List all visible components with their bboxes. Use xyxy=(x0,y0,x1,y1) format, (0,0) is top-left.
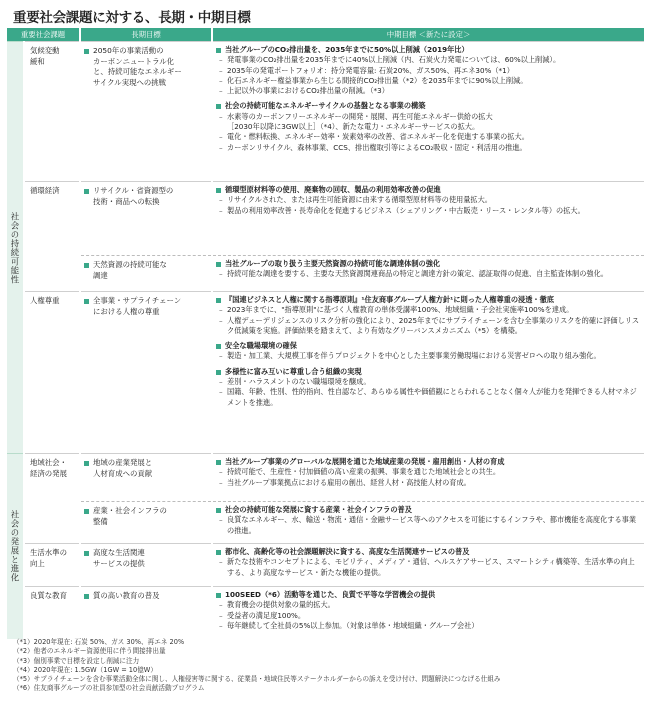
theme-cell xyxy=(24,454,80,544)
long-term-cell xyxy=(80,454,212,502)
mid-term-heading xyxy=(216,547,640,557)
mid-term-cell xyxy=(212,454,644,502)
mid-term-heading-text: 社会の持続可能な発展に資する産業・社会インフラの普及 xyxy=(225,505,412,514)
category-cell xyxy=(7,42,24,454)
square-bullet-icon xyxy=(216,104,221,109)
mid-term-bullet-list xyxy=(216,112,640,153)
long-term-text: リサイクル・省資源型の 技術・商品への転換 xyxy=(93,186,174,206)
long-term-text: 天然資源の持続可能な 調達 xyxy=(93,260,167,280)
mid-term-heading xyxy=(216,457,640,467)
mid-term-bullet: – 受益者の満足度100%。 xyxy=(227,611,640,621)
long-term-text: 質の高い教育の普及 xyxy=(93,591,160,600)
square-bullet-icon xyxy=(216,262,221,267)
category-cell xyxy=(7,454,24,639)
mid-term-bullet-list xyxy=(216,515,640,536)
long-term-text: 全事業・サプライチェーン における人権の尊重 xyxy=(93,296,182,316)
mid-term-bullet-list xyxy=(216,377,640,408)
mid-term-bullet-list xyxy=(216,195,640,216)
theme-label: 人権尊重 xyxy=(30,296,60,305)
square-bullet-icon xyxy=(84,594,89,599)
long-term-goal xyxy=(84,506,208,527)
page-title: 重要社会課題に対する、長期・中期目標 xyxy=(13,10,251,26)
mid-term-heading xyxy=(216,341,640,351)
mid-term-heading-text: 当社グループのCO₂排出量を、2035年までに50%以上削減（2019年比） xyxy=(225,45,469,54)
square-bullet-icon xyxy=(84,461,89,466)
long-term-goal xyxy=(84,260,208,281)
footnote: （*3）個別事業で目標を設定し削減に注力 xyxy=(13,656,140,665)
mid-term-heading xyxy=(216,185,640,195)
mid-term-cell xyxy=(212,544,644,587)
theme-cell xyxy=(24,42,80,182)
footnote: （*1）2020年現在: 石炭 50%、ガス 30%、再エネ 20% xyxy=(13,638,185,646)
mid-term-bullet: – 国籍、年齢、性別、性的指向、性自認など、あらゆる属性や価値観にとらわれることなく個々人が能力を発揮できる人材マネジメントを推進。 xyxy=(227,387,640,408)
mid-term-goal xyxy=(216,101,640,152)
square-bullet-icon xyxy=(216,298,221,303)
mid-term-goal xyxy=(216,341,640,362)
category-label: 社会の発展と進化 xyxy=(10,510,20,583)
table-row xyxy=(7,502,644,544)
square-bullet-icon xyxy=(84,551,89,556)
theme-label: 生活水準の 向上 xyxy=(30,548,67,568)
theme-label: 良質な教育 xyxy=(30,591,67,600)
long-term-cell xyxy=(80,256,212,292)
mid-term-heading-text: 当社グループの取り扱う主要天然資源の持続可能な調達体制の強化 xyxy=(225,259,441,268)
mid-term-cell xyxy=(212,182,644,256)
mid-term-bullet-list xyxy=(216,467,640,488)
long-term-goal xyxy=(84,296,208,317)
mid-term-goal xyxy=(216,590,640,631)
long-term-goal xyxy=(84,186,208,207)
mid-term-bullet: – 水素等のカーボンフリーエネルギーの開発・展開、再生可能エネルギー供給の拡大 ［2030年以降に3GW以上］（*4）、新たな電力・エネルギーサービスの拡大。 xyxy=(227,112,640,133)
table-row xyxy=(7,182,644,256)
mid-term-bullet-list xyxy=(216,269,640,279)
footnote: （*4）2020年現在: 1.5GW（1GW = 10億W） xyxy=(13,665,157,674)
footnote: （*2）他者のエネルギー資源使用に伴う間接排出量 xyxy=(13,647,166,656)
mid-term-heading xyxy=(216,590,640,600)
table-row xyxy=(7,292,644,454)
table-row xyxy=(7,454,644,502)
mid-term-cell xyxy=(212,256,644,292)
mid-term-bullet: – 2023年までに、"指導原則"に基づく人権教育の単体受講率100%、地域組織・子会社実施率100%を達成。 xyxy=(227,305,640,315)
square-bullet-icon xyxy=(216,508,221,513)
mid-term-bullet-list xyxy=(216,600,640,631)
header-mid-term: 中期目標 ＜新たに設定＞ xyxy=(212,28,644,42)
square-bullet-icon xyxy=(216,48,221,53)
long-term-goal xyxy=(84,46,208,88)
mid-term-heading-text: 当社グループ事業のグローバルな展開を通じた地域産業の発展・雇用創出・人材の育成 xyxy=(225,457,505,466)
mid-term-bullet: – 人権デューデリジェンスのリスク分析の強化により、2025年までにサプライチェーンを含む全事業のリスクを的確に評価しリスク低減策を実施。評価結果を踏まえて、より有効なグリーバンスメカニズム（*5）を構築。 xyxy=(227,316,640,337)
mid-term-goal xyxy=(216,367,640,408)
square-bullet-icon xyxy=(84,263,89,268)
mid-term-goal xyxy=(216,505,640,536)
mid-term-cell xyxy=(212,587,644,639)
mid-term-heading xyxy=(216,367,640,377)
mid-term-bullet: – 上記以外の事業におけるCO₂排出量の削減。（*3） xyxy=(227,86,640,96)
long-term-cell xyxy=(80,42,212,182)
mid-term-goal xyxy=(216,45,640,96)
mid-term-bullet-list xyxy=(216,305,640,336)
long-term-cell xyxy=(80,292,212,454)
header-long-term: 長期目標 xyxy=(80,28,212,42)
table-row xyxy=(7,544,644,587)
category-label: 社会の持続可能性 xyxy=(10,211,20,284)
mid-term-heading xyxy=(216,101,640,111)
mid-term-heading-text: 安全な職場環境の確保 xyxy=(225,341,297,351)
long-term-cell xyxy=(80,587,212,639)
mid-term-bullet: – 毎年継続して全社員の5%以上参加。（対象は単体・地域組織・グループ会社） xyxy=(227,621,640,631)
square-bullet-icon xyxy=(216,188,221,193)
long-term-text: 地域の産業発展と 人材育成への貢献 xyxy=(93,458,153,478)
long-term-goal xyxy=(84,591,208,602)
long-term-cell xyxy=(80,502,212,544)
theme-label: 気候変動 緩和 xyxy=(30,46,60,66)
table-row xyxy=(7,256,644,292)
long-term-goal xyxy=(84,548,208,569)
table-row xyxy=(7,587,644,639)
square-bullet-icon xyxy=(84,49,89,54)
mid-term-cell xyxy=(212,292,644,454)
table-row xyxy=(7,42,644,182)
mid-term-heading xyxy=(216,259,640,269)
mid-term-goal xyxy=(216,457,640,488)
mid-term-bullet: – 持続可能な調達を要する、主要な天然資源関連商品の特定と調達方針の策定、認証取得の促進、自主監査体制の強化。 xyxy=(227,269,640,279)
mid-term-bullet: – 製品の利用効率改善・長寿命化を促進するビジネス（シェアリング・中古販売・リース・レンタル等）の拡大。 xyxy=(227,206,640,216)
theme-cell xyxy=(24,587,80,639)
mid-term-heading-text: 社会の持続可能なエネルギーサイクルの基盤となる事業の構築 xyxy=(225,101,426,111)
square-bullet-icon xyxy=(84,509,89,514)
mid-term-bullet-list xyxy=(216,557,640,578)
mid-term-goal xyxy=(216,295,640,336)
mid-term-bullet-list xyxy=(216,55,640,96)
table-header-row xyxy=(7,28,644,42)
footnote: （*5）サプライチェーンを含む事業活動全体に関し、人権侵害等に関する、従業員・地域住民等ステークホルダーからの訴えを受け付け、問題解決につなげる仕組み xyxy=(13,675,501,684)
square-bullet-icon xyxy=(84,189,89,194)
mid-term-heading-text: 都市化、高齢化等の社会課題解決に資する、高度な生活関連サービスの普及 xyxy=(225,547,470,556)
goals-table xyxy=(7,28,644,639)
theme-label: 地域社会・ 経済の発展 xyxy=(30,458,67,478)
long-term-text: 産業・社会インフラの 整備 xyxy=(93,506,167,526)
long-term-text: 2050年の事業活動の カーボンニュートラル化 と、持続可能なエネルギー サイクル実現への挑戦 xyxy=(93,46,182,87)
mid-term-cell xyxy=(212,42,644,182)
mid-term-goal xyxy=(216,185,640,216)
long-term-goal xyxy=(84,458,208,479)
mid-term-bullet: – 差別・ハラスメントのない職場環境を醸成。 xyxy=(227,377,640,387)
mid-term-bullet: – 新たな技術やコンセプトによる、モビリティ、メディア・通信、ヘルスケアサービス、スマートシティ構築等、生活水準の向上する、より高度なサービス・新たな機能の提供。 xyxy=(227,557,640,578)
mid-term-heading xyxy=(216,45,640,55)
mid-term-bullet: – 当社グループ事業拠点における雇用の創出、経営人材・高技能人材の育成。 xyxy=(227,478,640,488)
mid-term-bullet: – 2035年の発電ポートフォリオ：持分発電容量: 石炭20%、ガス50%、再エネ30%（*1） xyxy=(227,66,640,76)
mid-term-bullet: – 電化・燃料転換、エネルギー効率・炭素効率の改善、省エネルギー化を促進する事業の拡大。 xyxy=(227,132,640,142)
long-term-text: 高度な生活関連 サービスの提供 xyxy=(93,548,145,568)
long-term-cell xyxy=(80,182,212,256)
square-bullet-icon xyxy=(216,370,221,375)
mid-term-heading-text: 多様性に富み互いに尊重し合う組織の実現 xyxy=(225,366,362,376)
mid-term-heading xyxy=(216,505,640,515)
square-bullet-icon xyxy=(84,299,89,304)
square-bullet-icon xyxy=(216,593,221,598)
mid-term-bullet: – リサイクルされた、または再生可能資源に由来する循環型原材料等の使用量拡大。 xyxy=(227,195,640,205)
mid-term-goal xyxy=(216,547,640,578)
mid-term-heading-text: 『国連ビジネスと人権に関する指導原則』¹住友商事グループ人権方針¹に則った人権尊重の浸透・徹底 xyxy=(225,295,554,304)
long-term-cell xyxy=(80,544,212,587)
mid-term-heading-text: 循環型原材料等の使用、廃棄物の回収、製品の利用効率改善の促進 xyxy=(225,185,441,194)
mid-term-bullet: – 発電事業のCO₂排出量を2035年までに40%以上削減（内、石炭火力発電については、60%以上削減）。 xyxy=(227,55,640,65)
mid-term-bullet: – 良質なエネルギー、水、輸送・物流・通信・金融サービス等へのアクセスを可能にするインフラや、都市機能を高度化する事業の推進。 xyxy=(227,515,640,536)
mid-term-bullet: – 製造・加工業、大規模工事を伴うプロジェクトを中心とした主要事業労働現場における災害ゼロへの取り組み強化。 xyxy=(227,351,640,361)
mid-term-heading-text: 100SEED（*6）活動等を通じた、良質で平等な学習機会の提供 xyxy=(225,590,436,599)
mid-term-bullet: – 教育機会の提供対象の量的拡大。 xyxy=(227,600,640,610)
mid-term-bullet: – 持続可能で、生産性・付加価値の高い産業の振興、事業を通じた地域社会との共生。 xyxy=(227,467,640,477)
mid-term-bullet: – カーボンリサイクル、森林事業、CCS、排出権取引等によるCO₂吸収・固定・利活用の推進。 xyxy=(227,143,640,153)
mid-term-bullet: – 化石エネルギー権益事業から生じる間接的CO₂排出量（*2）を2035年までに90%以上削減。 xyxy=(227,76,640,86)
footnotes xyxy=(13,638,501,694)
footnote: （*6）住友商事グループの社員参加型の社会貢献活動プログラム xyxy=(13,684,205,693)
mid-term-bullet-list xyxy=(216,351,640,361)
mid-term-cell xyxy=(212,502,644,544)
square-bullet-icon xyxy=(216,344,221,349)
square-bullet-icon xyxy=(216,460,221,465)
theme-cell xyxy=(24,544,80,587)
theme-cell xyxy=(24,292,80,454)
mid-term-heading xyxy=(216,295,640,305)
theme-label: 循環経済 xyxy=(30,186,60,195)
square-bullet-icon xyxy=(216,550,221,555)
header-social-issue: 重要社会課題 xyxy=(7,28,80,42)
theme-cell xyxy=(24,182,80,292)
mid-term-goal xyxy=(216,259,640,280)
